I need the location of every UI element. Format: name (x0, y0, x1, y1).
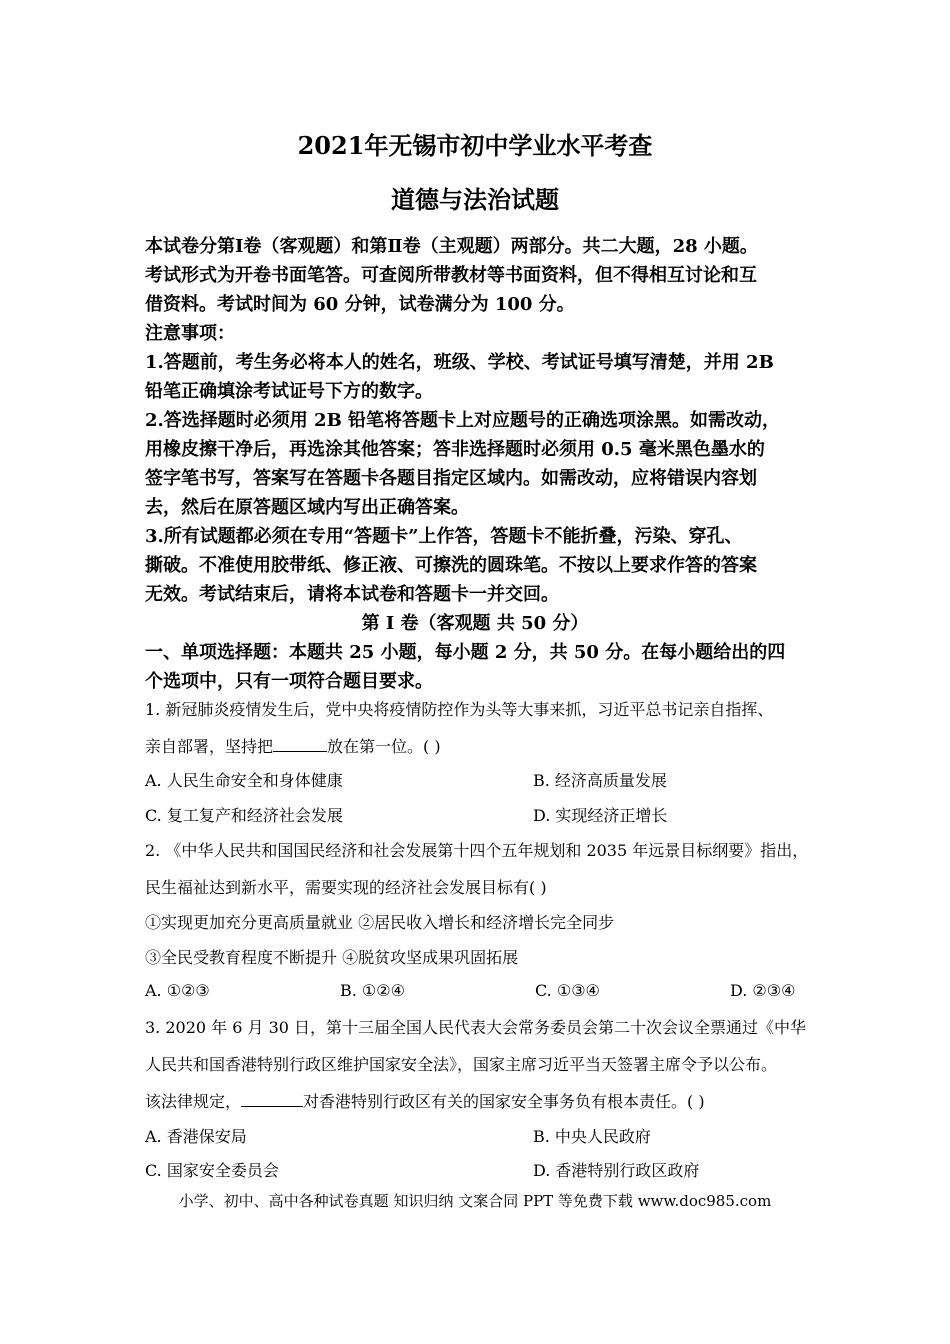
question-1-stem-2 (145, 734, 441, 757)
exam-subtitle: 道德与法治试题 (391, 185, 559, 214)
section-instruction: 个选项中，只有一项符合题目要求。 (145, 671, 433, 692)
question-1-option-b: B. 经济高质量发展 (533, 771, 667, 790)
question-3-option-d: D. 香港特别行政区政府 (533, 1161, 700, 1180)
question-2-stem: 2. 《中华人民共和国国民经济和社会发展第十四个五年规划和 2035 年远景目标纲要》指出， (145, 841, 809, 860)
question-2-option-b: B. ①②④ (340, 981, 405, 1000)
exam-title: 2021年无锡市初中学业水平考查 (297, 131, 653, 160)
question-2-statements: ①实现更加充分更高质量就业 ②居民收入增长和经济增长完全同步 (145, 913, 615, 932)
intro-line: 本试卷分第Ⅰ卷（客观题）和第Ⅱ卷（主观题）两部分。共二大题，28 小题。 (145, 236, 758, 257)
notice-line: 2.答选择题时必须用 2B 铅笔将答题卡上对应题号的正确选项涂黑。如需改动， (145, 410, 781, 431)
notice-line: 无效。考试结束后，请将本试卷和答题卡一并交回。 (145, 584, 559, 605)
question-2-stem-2: 民生福祉达到新水平，需要实现的经济社会发展目标有( ) (145, 878, 547, 897)
stem-text: 对香港特别行政区有关的国家安全事务负有根本责任。( ) (303, 1092, 705, 1111)
section-instruction: 一、单项选择题：本题共 25 小题，每小题 2 分，共 50 分。在每小题给出的四 (145, 642, 786, 663)
notice-line: 撕破。不准使用胶带纸、修正液、可擦洗的圆珠笔。不按以上要求作答的答案 (145, 555, 757, 576)
question-3-option-b: B. 中央人民政府 (533, 1127, 651, 1146)
question-1-option-c: C. 复工复产和经济社会发展 (145, 806, 343, 825)
notice-line: 去，然后在原答题区域内写出正确答案。 (145, 497, 469, 518)
question-2-option-a: A. ①②③ (145, 981, 210, 1000)
notice-line: 1.答题前，考生务必将本人的姓名，班级、学校、考试证号填写清楚，并用 2B (145, 352, 774, 373)
question-3-option-a: A. 香港保安局 (145, 1127, 247, 1146)
question-1-option-d: D. 实现经济正增长 (533, 806, 668, 825)
question-1-stem: 1. 新冠肺炎疫情发生后，党中央将疫情防控作为头等大事来抓，习近平总书记亲自指挥、 (145, 700, 774, 719)
intro-line: 借资料。考试时间为 60 分钟，试卷满分为 100 分。 (145, 294, 575, 315)
question-1-option-a: A. 人民生命安全和身体健康 (145, 771, 343, 790)
stem-text: 亲自部署，坚持把 (145, 737, 274, 756)
section-title: 第 I 卷（客观题 共 50 分） (361, 613, 589, 634)
question-2-options (145, 981, 925, 1000)
question-3-stem: 3. 2020 年 6 月 30 日，第十三届全国人民代表大会常务委员会第二十次会议全票通过《中华 (145, 1018, 807, 1037)
question-3-stem-3 (145, 1089, 705, 1112)
stem-text: 放在第一位。( ) (327, 737, 441, 756)
notice-line: 铅笔正确填涂考试证号下方的数字。 (145, 381, 433, 402)
question-2-statements: ③全民受教育程度不断提升 ④脱贫攻坚成果巩固拓展 (145, 948, 519, 967)
question-2-option-c: C. ①③④ (535, 981, 600, 1000)
notice-line: 签字笔书写，答案写在答题卡各题目指定区域内。如需改动，应将错误内容划 (145, 468, 757, 489)
question-3-option-c: C. 国家安全委员会 (145, 1161, 279, 1180)
question-2-option-d: D. ②③④ (730, 981, 796, 1000)
answer-blank (273, 737, 327, 752)
answer-blank (241, 1092, 303, 1107)
notice-line: 用橡皮擦干净后，再选涂其他答案；答非选择题时必须用 0.5 毫米黑色墨水的 (145, 439, 765, 460)
stem-text: 该法律规定， (145, 1092, 242, 1111)
question-3-stem-2: 人民共和国香港特别行政区维护国家安全法》，国家主席习近平当天签署主席令予以公布。 (145, 1055, 778, 1074)
page-footer: 小学、初中、高中各种试卷真题 知识归纳 文案合同 PPT 等免费下载 www.doc985.com (178, 1192, 772, 1210)
notice-title: 注意事项： (145, 323, 235, 344)
notice-line: 3.所有试题都必须在专用“答题卡”上作答，答题卡不能折叠，污染、穿孔、 (145, 526, 743, 547)
intro-line: 考试形式为开卷书面笔答。可查阅所带教材等书面资料，但不得相互讨论和互 (145, 265, 757, 286)
